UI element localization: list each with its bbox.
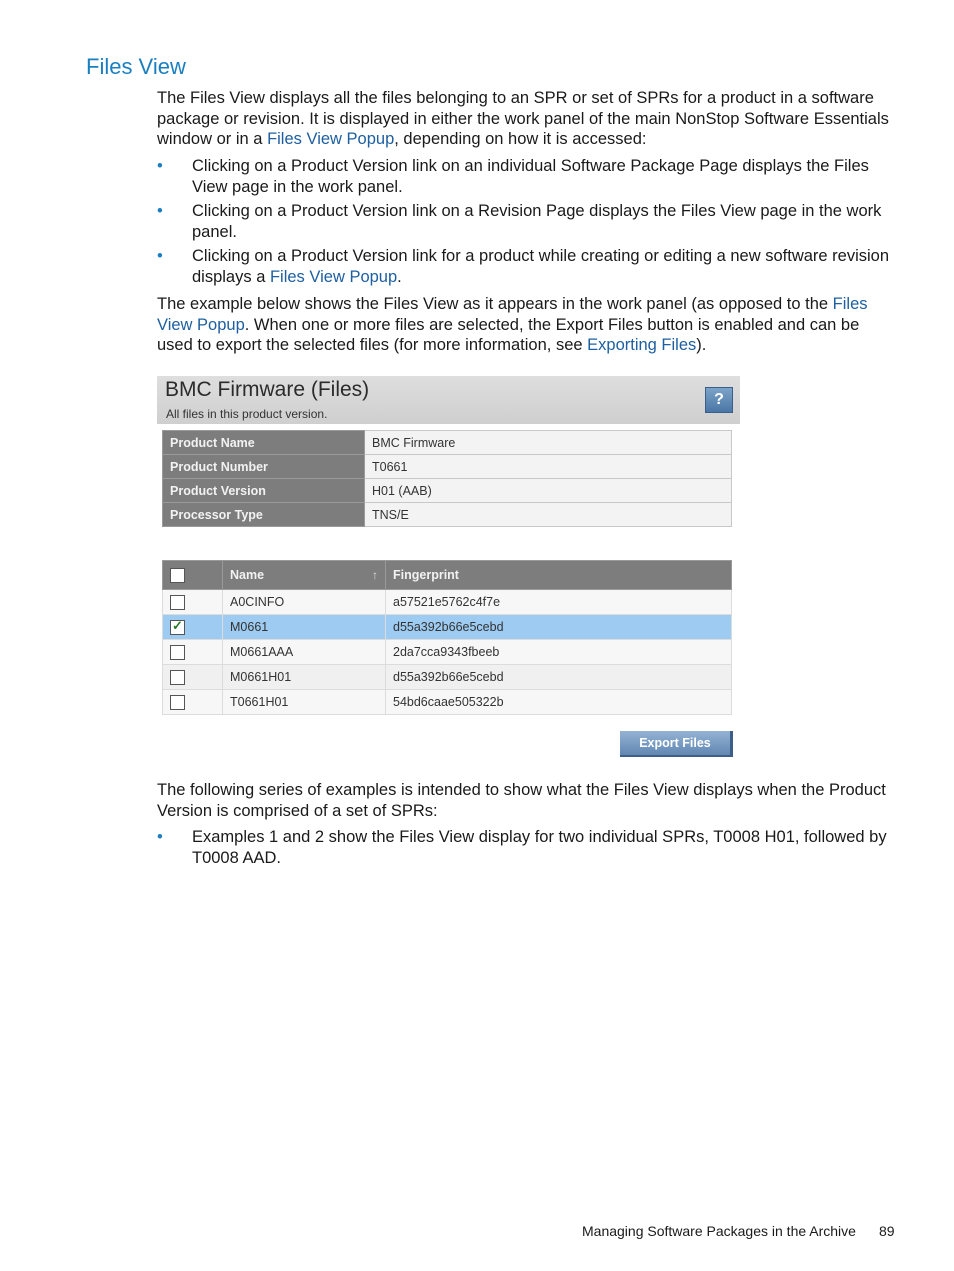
info-value: BMC Firmware — [365, 431, 732, 455]
intro-text: The Files View displays all the files belonging to an SPR or set of SPRs for a product in a software package or revision. It is displayed in either the work panel of the main NonStop Software Essentials window or in a — [157, 89, 889, 149]
file-name: M0661H01 — [223, 665, 386, 690]
file-name: M0661AAA — [223, 640, 386, 665]
row-checkbox[interactable] — [170, 695, 185, 710]
bullet-icon: • — [157, 828, 163, 846]
access-methods-list — [157, 156, 897, 292]
section-title: Files View — [86, 54, 186, 79]
bullet-icon: • — [157, 202, 163, 221]
file-fingerprint: 54bd6caae505322b — [386, 690, 732, 715]
name-column-header[interactable]: Name ↑ — [223, 561, 386, 590]
file-name: A0CINFO — [223, 590, 386, 615]
row-checkbox[interactable] — [170, 595, 185, 610]
file-name: M0661 — [223, 615, 386, 640]
bullet-icon: • — [157, 157, 163, 175]
row-checkbox[interactable] — [170, 670, 185, 685]
info-value: TNS/E — [365, 503, 732, 527]
file-name: T0661H01 — [223, 690, 386, 715]
table-row — [163, 503, 732, 527]
table-row — [163, 455, 732, 479]
bullet-icon: • — [157, 247, 163, 266]
file-fingerprint: 2da7cca9343fbeeb — [386, 640, 732, 665]
table-header-row — [163, 561, 732, 590]
intro-paragraph — [157, 88, 897, 150]
files-view-popup-link[interactable]: Files View Popup — [157, 295, 868, 334]
file-fingerprint: d55a392b66e5cebd — [386, 665, 732, 690]
info-value: H01 (AAB) — [365, 479, 732, 503]
select-all-cell — [163, 561, 223, 590]
table-row — [163, 431, 732, 455]
examples-list — [157, 827, 897, 872]
list-item: • Clicking on a Product Version link on a Revision Page displays the Files View page in the work panel. — [157, 202, 882, 241]
info-value: T0661 — [365, 455, 732, 479]
table-row — [163, 479, 732, 503]
table-row-selected[interactable] — [163, 615, 732, 640]
files-view-screenshot — [157, 376, 740, 758]
intro-text-end: , depending on how it is accessed: — [394, 130, 647, 149]
row-checkbox-checked[interactable] — [170, 620, 185, 635]
footer-chapter: Managing Software Packages in the Archive — [582, 1223, 856, 1239]
info-key: Processor Type — [163, 503, 365, 527]
export-files-button[interactable]: Export Files — [620, 731, 733, 757]
files-view-popup-link[interactable]: Files View Popup — [269, 267, 398, 286]
info-key: Product Version — [163, 479, 365, 503]
example-paragraph: The example below shows the Files View as it appears in the work panel (as opposed to the Files View Popup. When one or more files are selected, the Export Files button is enabled and can be used to export the selected files (for more information, see Exporting Files). — [157, 295, 868, 355]
info-key: Product Number — [163, 455, 365, 479]
table-row[interactable] — [163, 590, 732, 615]
list-item: • Clicking on a Product Version link on an individual Software Package Page displays the Files View page in the work panel. — [157, 157, 869, 196]
exporting-files-link[interactable]: Exporting Files — [587, 336, 697, 355]
table-row[interactable] — [163, 665, 732, 690]
page-number: 89 — [879, 1223, 895, 1239]
table-row[interactable] — [163, 640, 732, 665]
series-paragraph: The following series of examples is intended to show what the Files View displays when the Product Version is comprised of a set of SPRs: — [157, 781, 886, 820]
file-fingerprint: d55a392b66e5cebd — [386, 615, 732, 640]
list-item: • Clicking on a Product Version link for a product while creating or editing a new software revision displays a Files View Popup. — [157, 247, 890, 286]
help-button[interactable]: ? — [705, 387, 733, 413]
files-view-popup-link[interactable]: Files View Popup — [267, 130, 395, 149]
panel-header — [157, 376, 740, 424]
list-item: • Examples 1 and 2 show the Files View display for two individual SPRs, T0008 H01, followed by T0008 AAD. — [157, 828, 887, 867]
table-row[interactable] — [163, 690, 732, 715]
product-info-table — [162, 430, 732, 527]
arrow-up-icon: ↑ — [372, 568, 378, 582]
panel-title: BMC Firmware (Files) — [165, 378, 370, 401]
file-fingerprint: a57521e5762c4f7e — [386, 590, 732, 615]
row-checkbox[interactable] — [170, 645, 185, 660]
fingerprint-column-header[interactable]: Fingerprint — [386, 561, 732, 590]
panel-subtitle: All files in this product version. — [166, 407, 328, 421]
info-key: Product Name — [163, 431, 365, 455]
select-all-checkbox[interactable] — [170, 568, 185, 583]
files-table — [162, 560, 732, 715]
